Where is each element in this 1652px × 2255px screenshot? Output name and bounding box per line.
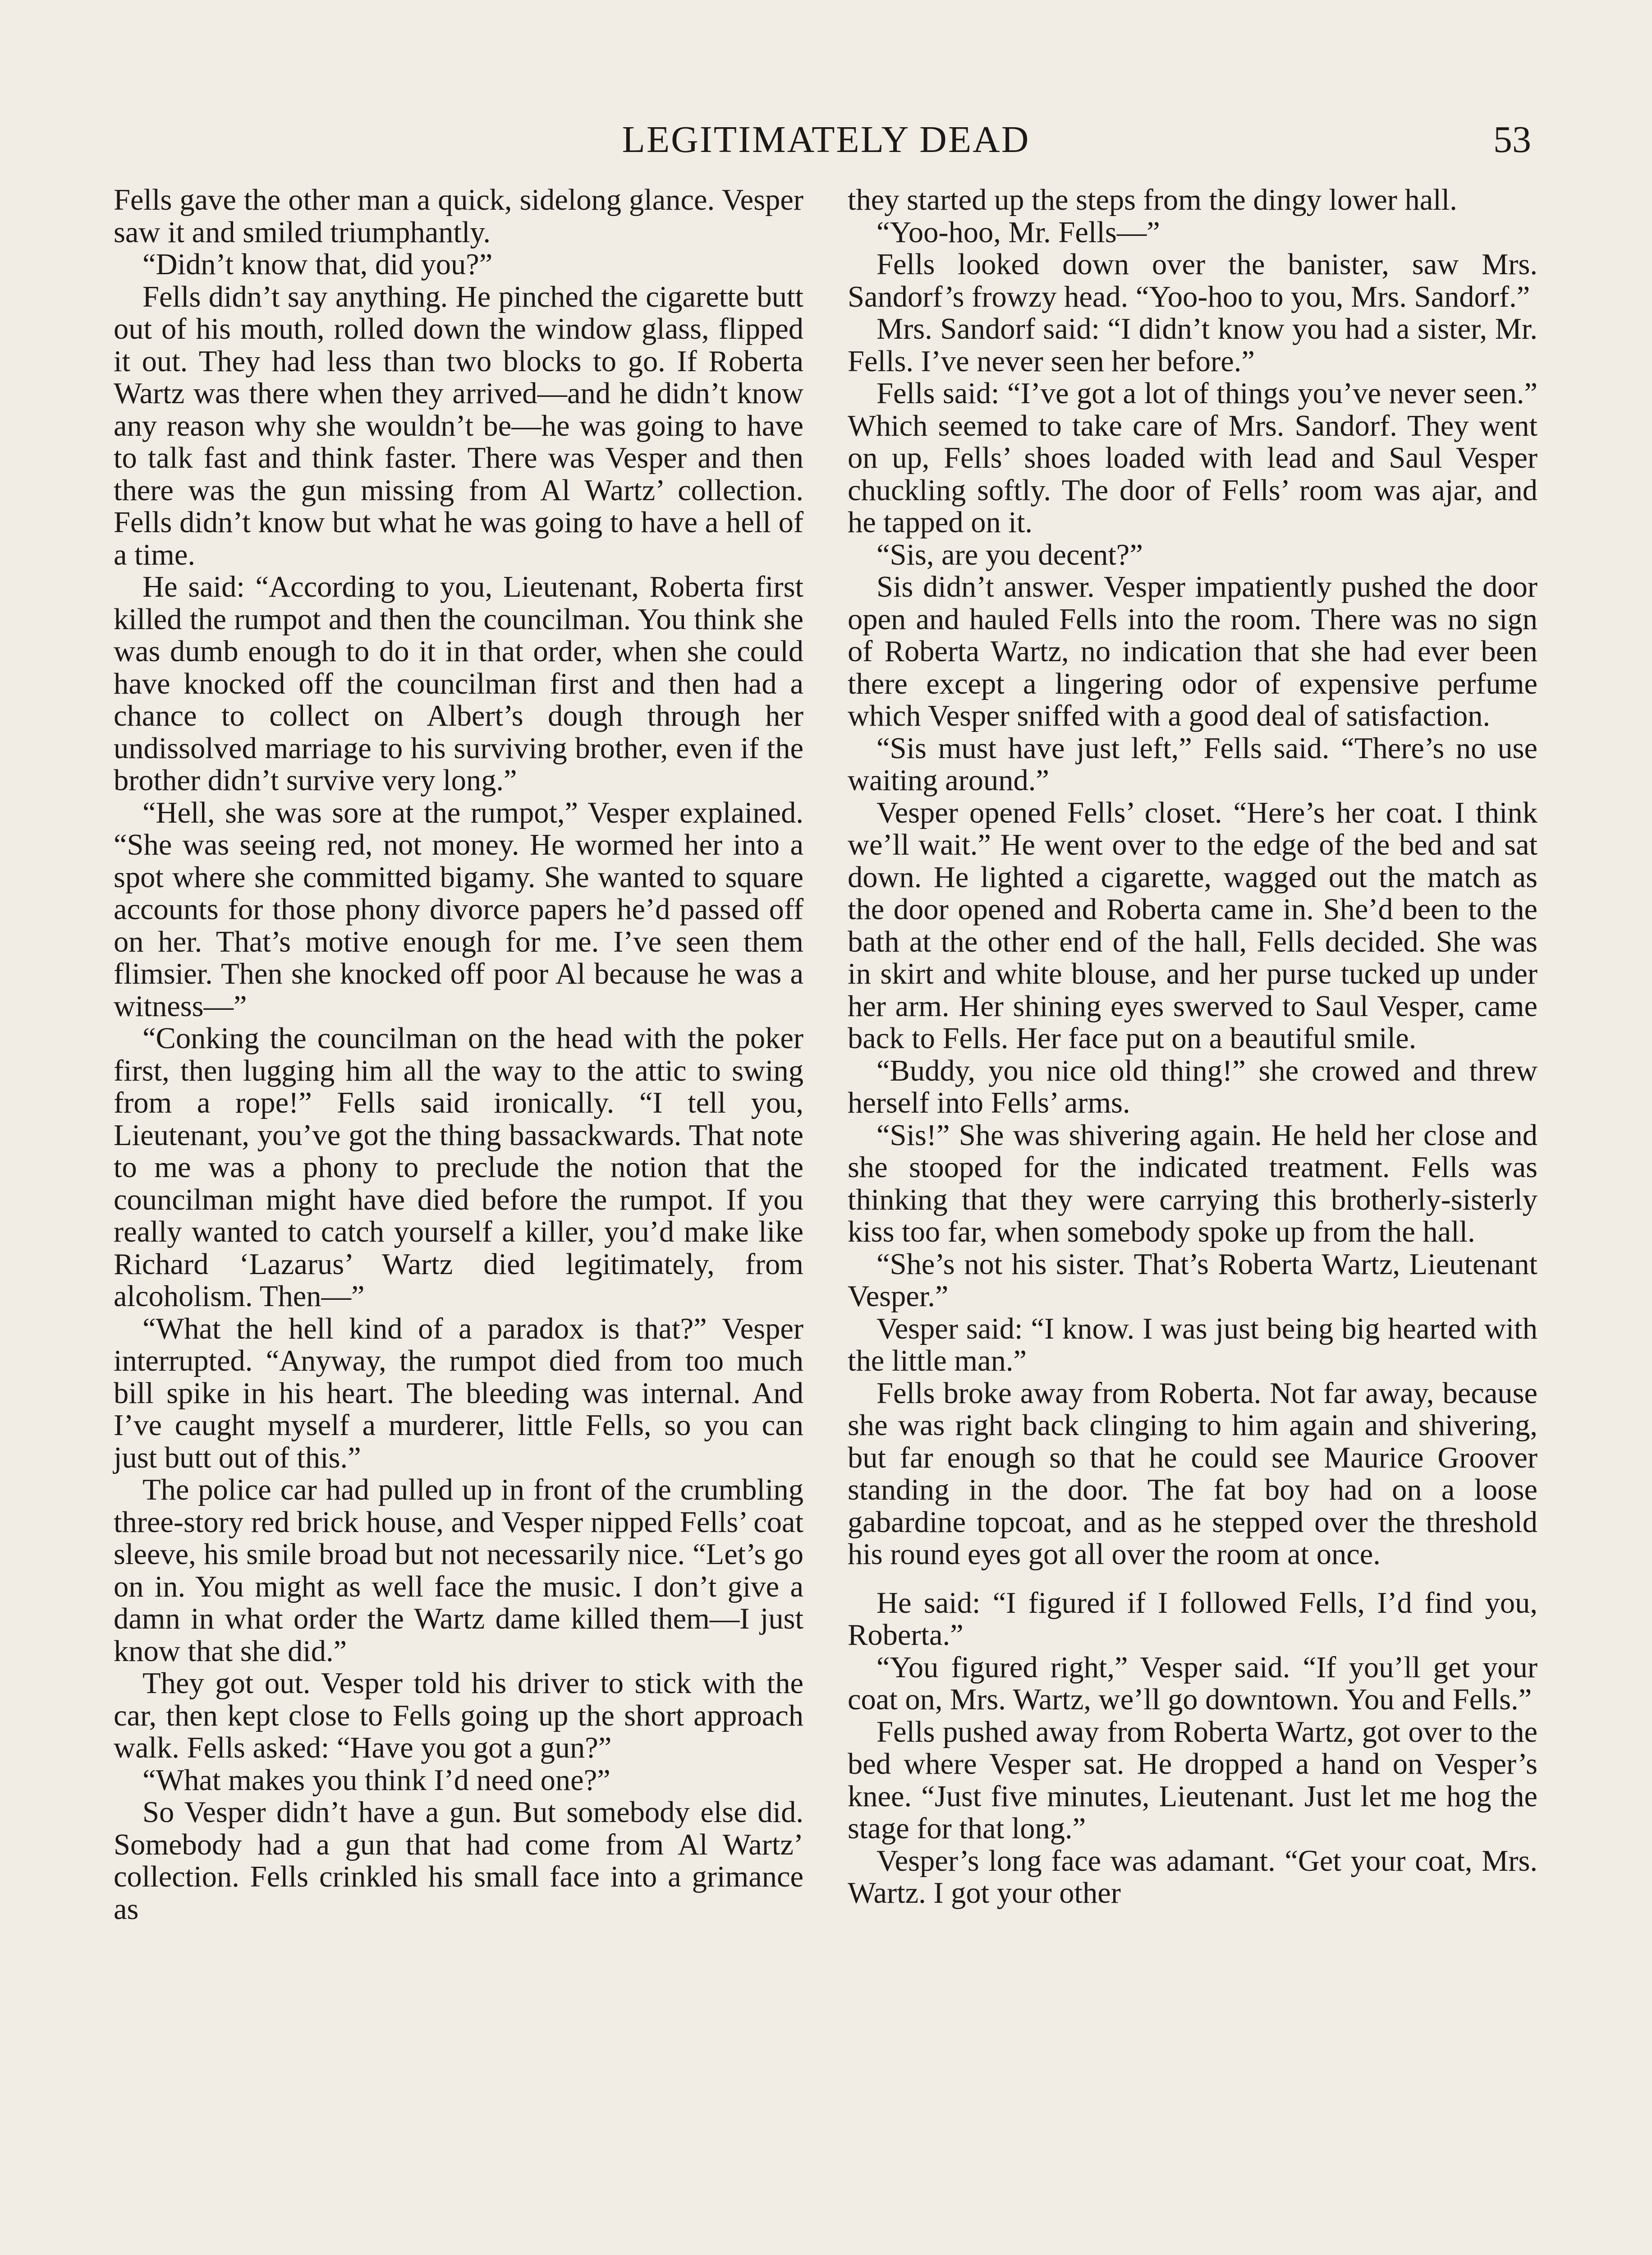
running-title: LEGITIMATELY DEAD [622,119,1030,161]
paragraph: “What makes you think I’d need one?” [142,1763,610,1797]
paragraph: Sis didn’t answer. Vesper impatiently pushed the door open and hauled Fells into the room. There was no sign of Roberta Wartz, no indication that she had ever been there except a lingering odor of expensive perfume which Vesper sniffed with a good deal of satisfaction. [848,571,1537,732]
paragraph: “Sis!” She was shivering again. He held her close and she stooped for the indicated treatment. Fells was thinking that they were carrying this brotherly-sisterly kiss too far, when somebody spoke up from the hall. [848,1118,1537,1248]
paragraph: Fells looked down over the banister, saw Mrs. Sandorf’s frowzy head. “Yoo-hoo to you, Mrs. Sandorf.” [848,248,1537,313]
paragraph: Vesper’s long face was adamant. “Get your coat, Mrs. Wartz. I got your other [848,1844,1537,1910]
paragraph: He said: “I figured if I followed Fells, I’d find you, Roberta.” [848,1586,1537,1652]
paragraph: The police car had pulled up in front of the crumbling three-story red brick house, and Vesper nipped Fells’ coat sleeve, his smile broad but not necessarily nice. “Let’s go on in. You might as well face the music. I don’t give a damn in what order the Wartz dame killed them—I just know that she did.” [114,1473,803,1668]
running-head [113,115,1539,165]
paragraph: “You figured right,” Vesper said. “If you’ll get your coat on, Mrs. Wartz, we’ll go downtown. You and Fells.” [848,1651,1537,1716]
paragraph: “What the hell kind of a paradox is that?” Vesper interrupted. “Anyway, the rumpot died from too much bill spike in his heart. The bleeding was internal. And I’ve caught myself a murderer, little Fells, so you can just butt out of this.” [114,1312,803,1474]
paragraph: Fells broke away from Roberta. Not far away, because she was right back clinging to him again and shivering, but far enough so that he could see Maurice Groover standing in the door. The fat boy had on a loose gabardine topcoat, and as he stepped over the threshold his round eyes got all over the room at once. [848,1376,1537,1571]
paragraph: “Hell, she was sore at the rumpot,” Vesper explained. “She was seeing red, not money. He wormed her into a spot where she committed bigamy. She wanted to square accounts for those phony divorce papers he’d passed off on her. That’s motive enough for me. I’ve seen them flimsier. Then she knocked off poor Al because he was a witness—” [114,796,803,1023]
page-number: 53 [1493,119,1531,161]
paragraph: “Yoo-hoo, Mr. Fells—” [876,216,1160,249]
paragraph: “Buddy, you nice old thing!” she crowed and threw herself into Fells’ arms. [848,1054,1537,1119]
paragraph: Fells said: “I’ve got a lot of things you’ve never seen.” Which seemed to take care of Mrs. Sandorf. They went on up, Fells’ shoes loaded with lead and Saul Vesper chuckling softly. The door of Fells’ room was ajar, and he tapped on it. [848,377,1537,539]
paragraph: “Conking the councilman on the head with the poker first, then lugging him all the way to the attic to swing from a rope!” Fells said ironically. “I tell you, Lieutenant, you’ve got the thing bassackwards. That note to me was a phony to preclude the notion that the councilman might have died before the rumpot. If you really wanted to catch yourself a killer, you’d make like Richard ‘Lazarus’ Wartz died legitimately, from alcoholism. Then—” [114,1022,803,1313]
right-column [848,184,1537,1910]
paragraph: Fells pushed away from Roberta Wartz, got over to the bed where Vesper sat. He dropped a hand on Vesper’s knee. “Just five minutes, Lieutenant. Just let me hog the stage for that long.” [848,1715,1537,1845]
paragraph: He said: “According to you, Lieutenant, Roberta first killed the rumpot and then the councilman. You think she was dumb enough to do it in that order, when she could have knocked off the councilman first and then had a chance to collect on Albert’s dough through her undissolved marriage to his surviving brother, even if the brother didn’t survive very long.” [114,571,803,797]
paragraph: “She’s not his sister. That’s Roberta Wartz, Lieutenant Vesper.” [848,1247,1537,1313]
paragraph: “Sis, are you decent?” [876,538,1143,571]
paragraph: Fells gave the other man a quick, sidelong glance. Vesper saw it and smiled triumphantly. [114,184,803,249]
paragraph: they started up the steps from the dingy lower hall. [848,184,1457,216]
left-column [114,184,803,1925]
paragraph: Fells didn’t say anything. He pinched the cigarette butt out of his mouth, rolled down the window glass, flipped it out. They had less than two blocks to go. If Roberta Wartz was there when they arrived—and he didn’t know any reason why she wouldn’t be—he was going to have to talk fast and think faster. There was Vesper and then there was the gun missing from Al Wartz’ collection. Fells didn’t know but what he was going to have a hell of a time. [114,280,803,571]
paragraph: “Sis must have just left,” Fells said. “There’s no use waiting around.” [848,732,1537,797]
paragraph: They got out. Vesper told his driver to stick with the car, then kept close to Fells going up the short approach walk. Fells asked: “Have you got a gun?” [114,1667,803,1764]
paragraph: So Vesper didn’t have a gun. But somebody else did. Somebody had a gun that had come from Al Wartz’ collection. Fells crinkled his small face into a grimance as [114,1796,803,1926]
paragraph: Vesper opened Fells’ closet. “Here’s her coat. I think we’ll wait.” He went over to the edge of the bed and sat down. He lighted a cigarette, wagged out the match as the door opened and Roberta came in. She’d been to the bath at the other end of the hall, Fells decided. She was in skirt and white blouse, and her purse tucked up under her arm. Her shining eyes swerved to Saul Vesper, came back to Fells. Her face put on a beautiful smile. [848,796,1537,1055]
paragraph: Vesper said: “I know. I was just being big hearted with the little man.” [848,1312,1537,1377]
paragraph: Mrs. Sandorf said: “I didn’t know you had a sister, Mr. Fells. I’ve never seen her before.” [848,313,1537,378]
paragraph: “Didn’t know that, did you?” [142,248,493,281]
